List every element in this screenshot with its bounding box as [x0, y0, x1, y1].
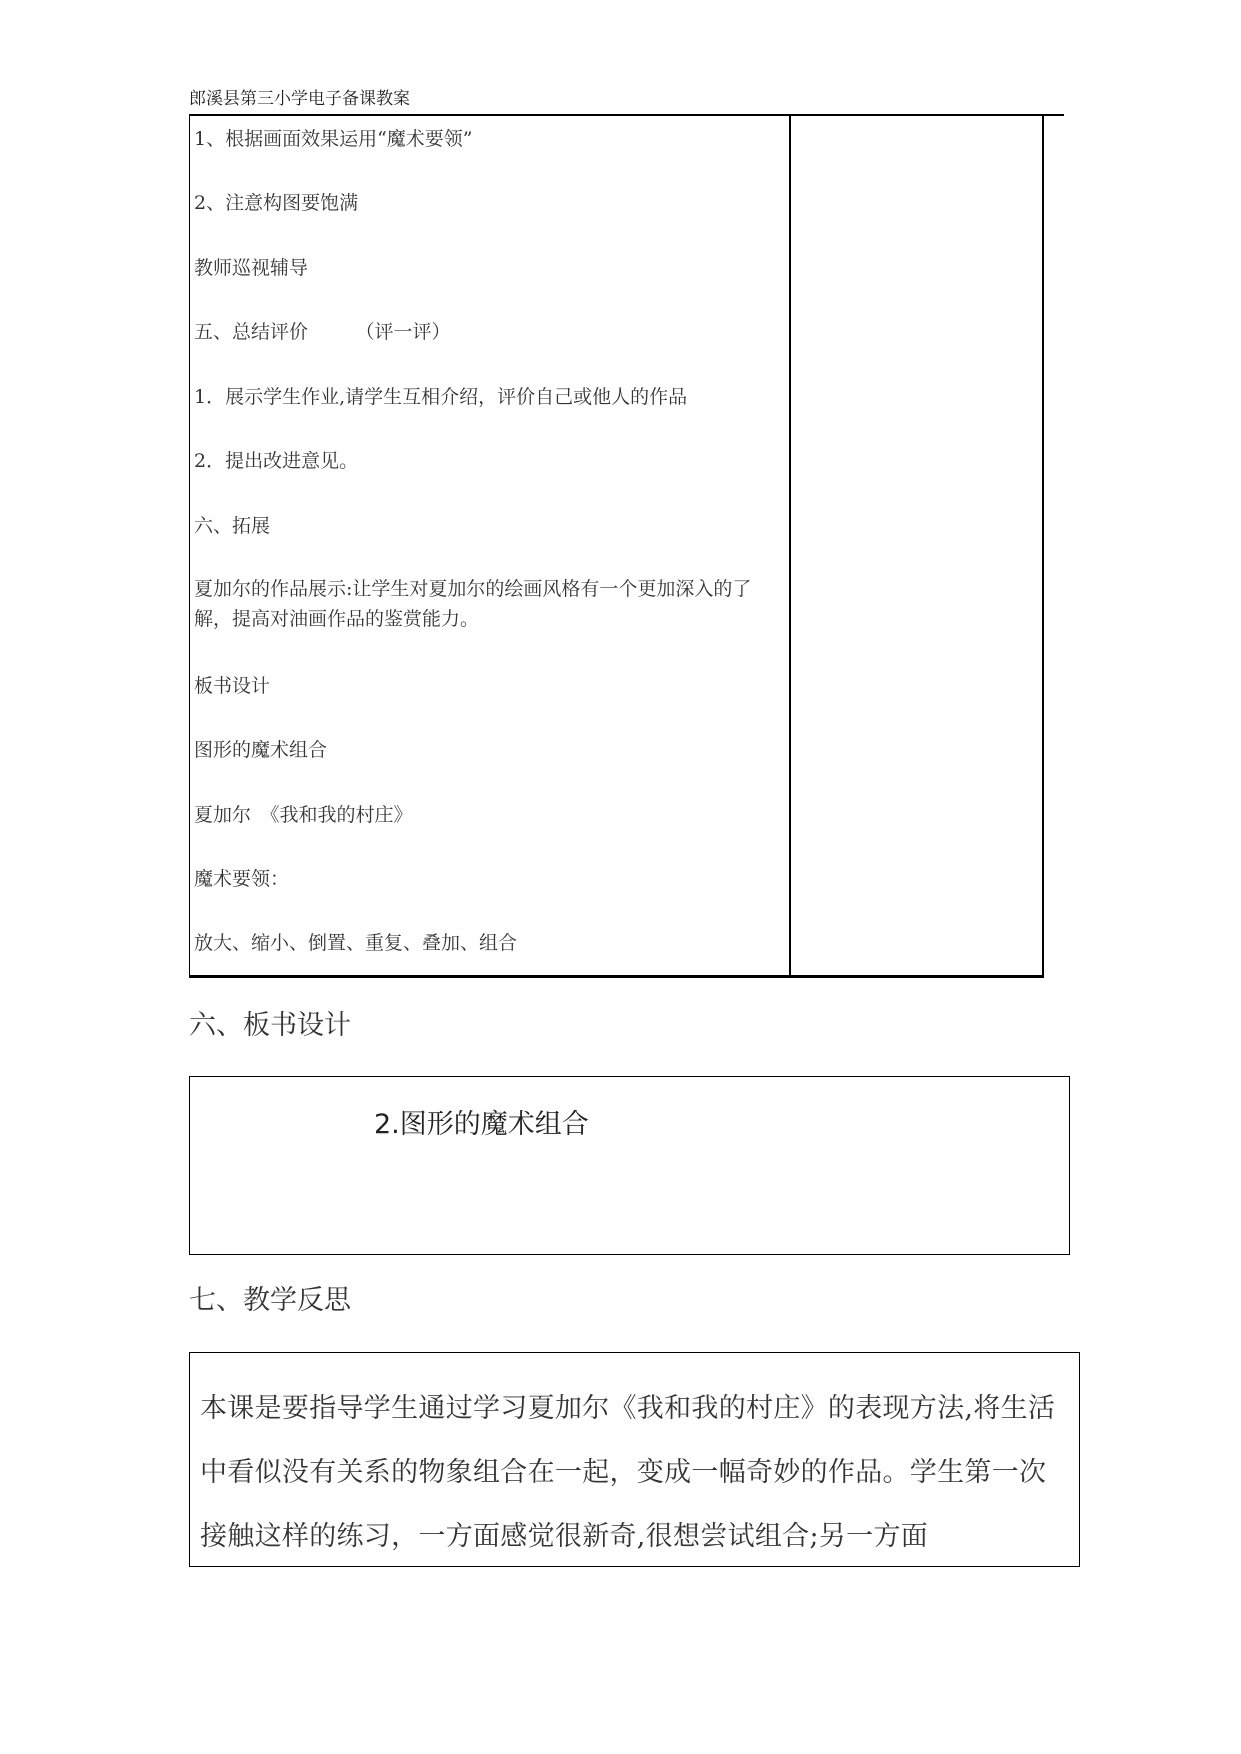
reflection-box [189, 1352, 1080, 1567]
table-line: 放大、缩小、倒置、重复、叠加、组合 [194, 932, 518, 954]
table-line: 教师巡视辅导 [194, 257, 309, 279]
reflection-content: 本课是要指导学生通过学习夏加尔《我和我的村庄》的表现方法,将生活中看似没有关系的物象组合在一起，变成一幅奇妙的作品。学生第一次接触这样的练习，一方面感觉很新奇,很想尝试组合;另一方面 [200, 1393, 1056, 1552]
table-line: 图形的魔术组合 [194, 739, 328, 761]
table-line: 夏加尔 《我和我的村庄》 [194, 804, 413, 826]
table-column-divider [789, 116, 791, 975]
table-line: 2．提出改进意见。 [194, 450, 359, 472]
table-line: 2、注意构图要饱满 [194, 192, 359, 214]
document-header-title: 郎溪县第三小学电子备课教案 [189, 89, 410, 109]
lesson-procedure-table [189, 116, 1044, 978]
table-line: 1、根据画面效果运用“魔术要领” [194, 128, 473, 150]
table-line: 1．展示学生作业,请学生互相介绍，评价自己或他人的作品 [194, 386, 688, 408]
table-line: 六、拓展 [194, 515, 271, 537]
board-design-box [189, 1076, 1070, 1255]
table-line: 板书设计 [194, 675, 271, 697]
table-line: 魔术要领： [194, 868, 290, 890]
reflection-heading: 七、教学反思 [189, 1285, 351, 1316]
table-line: 夏加尔的作品展示:让学生对夏加尔的绘画风格有一个更加深入的了解，提高对油画作品的鉴赏能力。 [194, 578, 752, 630]
table-line: 五、总结评价 （评一评） [194, 321, 451, 343]
board-design-content: 2.图形的魔术组合 [374, 1109, 589, 1140]
board-design-heading: 六、板书设计 [189, 1010, 351, 1041]
